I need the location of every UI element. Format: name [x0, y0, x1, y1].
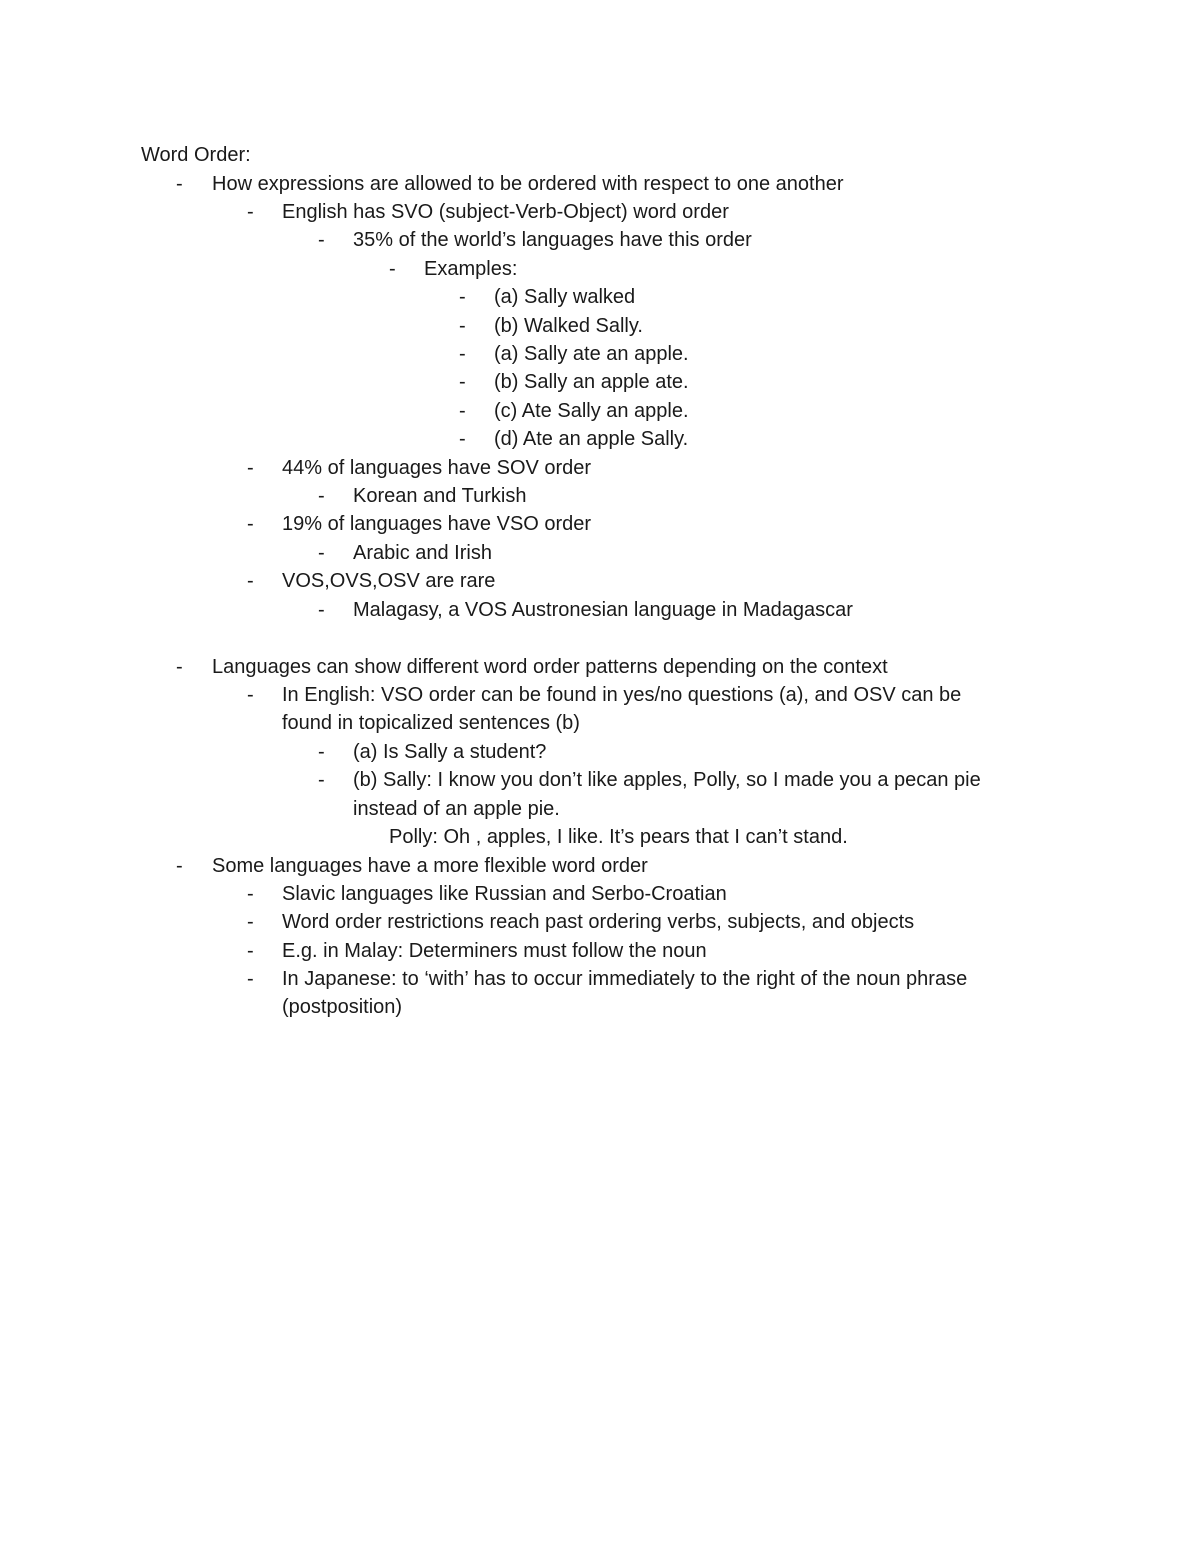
bullet-dash: - — [247, 457, 254, 479]
bullet-dash: - — [247, 940, 254, 962]
bullet-dash: - — [459, 371, 466, 393]
list-item-text: Arabic and Irish — [353, 542, 492, 564]
list-item-text: 19% of languages have VSO order — [282, 513, 592, 535]
list-item-text: In Japanese: to ‘with’ has to occur immediately to the right of the noun phrase — [282, 968, 968, 990]
bullet-dash: - — [318, 599, 325, 621]
list-item-continuation: (postposition) — [282, 996, 403, 1018]
list-item-continuation: found in topicalized sentences (b) — [282, 712, 580, 734]
bullet-dash: - — [176, 855, 183, 877]
list-item-text: (d) Ate an apple Sally. — [494, 428, 689, 450]
bullet-dash: - — [247, 684, 254, 706]
bullet-dash: - — [247, 570, 254, 592]
list-item-text: (a) Is Sally a student? — [353, 741, 547, 763]
list-item-text: Word order restrictions reach past ordering verbs, subjects, and objects — [282, 911, 915, 933]
list-item-text: English has SVO (subject-Verb-Object) word order — [282, 201, 729, 223]
list-item-text: Malagasy, a VOS Austronesian language in Madagascar — [353, 599, 853, 621]
bullet-dash: - — [247, 883, 254, 905]
list-item-text: Languages can show different word order patterns depending on the context — [212, 656, 888, 678]
list-item-text: 44% of languages have SOV order — [282, 457, 592, 479]
bullet-dash: - — [318, 741, 325, 763]
list-item-text: (b) Walked Sally. — [494, 315, 643, 337]
bullet-dash: - — [318, 229, 325, 251]
list-item-text: E.g. in Malay: Determiners must follow the noun — [282, 940, 707, 962]
bullet-dash: - — [176, 656, 183, 678]
bullet-dash: - — [318, 485, 325, 507]
list-item-text: Some languages have a more flexible word order — [212, 855, 648, 877]
list-item-text: (a) Sally ate an apple. — [494, 343, 689, 365]
list-item-text: (c) Ate Sally an apple. — [494, 400, 689, 422]
bullet-dash: - — [459, 286, 466, 308]
bullet-dash: - — [247, 513, 254, 535]
bullet-dash: - — [176, 173, 183, 195]
bullet-dash: - — [459, 315, 466, 337]
list-item-text: How expressions are allowed to be ordered with respect to one another — [212, 173, 844, 195]
list-item-text: (b) Sally: I know you don’t like apples, Polly, so I made you a pecan pie — [353, 769, 981, 791]
bullet-dash: - — [318, 769, 325, 791]
list-item-text: Korean and Turkish — [353, 485, 527, 507]
bullet-dash: - — [459, 428, 466, 450]
list-item-text: Slavic languages like Russian and Serbo-Croatian — [282, 883, 727, 905]
bullet-dash: - — [247, 968, 254, 990]
bullet-dash: - — [247, 201, 254, 223]
bullet-dash: - — [318, 542, 325, 564]
list-item-text: Examples: — [424, 258, 518, 280]
list-item-text: (a) Sally walked — [494, 286, 636, 308]
bullet-dash: - — [389, 258, 396, 280]
dialogue-line: Polly: Oh , apples, I like. It’s pears that I can’t stand. — [389, 826, 848, 848]
list-item-text: 35% of the world’s languages have this order — [353, 229, 752, 251]
list-item-text: VOS,OVS,OSV are rare — [282, 570, 496, 592]
bullet-dash: - — [459, 343, 466, 365]
document-title: Word Order: — [141, 144, 251, 166]
list-item-continuation: instead of an apple pie. — [353, 798, 560, 820]
bullet-dash: - — [459, 400, 466, 422]
list-item-text: In English: VSO order can be found in yes/no questions (a), and OSV can be — [282, 684, 962, 706]
bullet-dash: - — [247, 911, 254, 933]
list-item-text: (b) Sally an apple ate. — [494, 371, 689, 393]
